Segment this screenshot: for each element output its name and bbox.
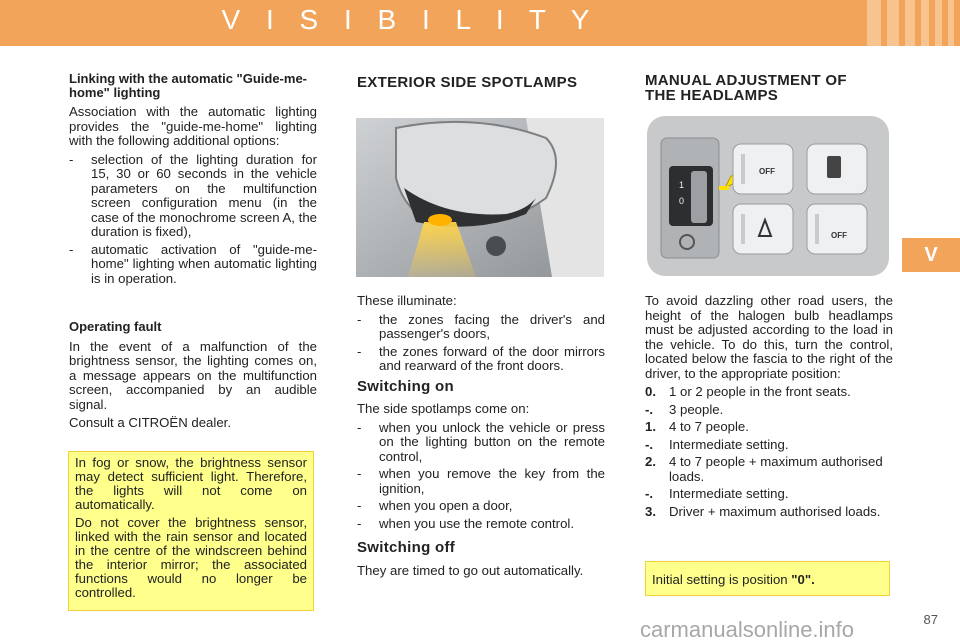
- page-header: [0, 0, 960, 46]
- headlamp-adjustment-heading-line1: MANUAL ADJUSTMENT OF: [645, 72, 847, 89]
- list-item: - the zones forward of the door mirrors and rearward of the front doors.: [357, 345, 605, 374]
- position-text: 1 or 2 people in the front seats.: [669, 384, 851, 399]
- position-text: 3 people.: [669, 401, 724, 417]
- fog-snow-note: [68, 451, 314, 611]
- side-spotlamp-photo: [356, 118, 604, 277]
- switching-off-text: They are timed to go out automatically.: [357, 562, 584, 578]
- headlamp-adjustment-intro: To avoid dazzling other road users, the height of the halogen bulb headlamps must be adjusted according to the load in the vehicle. To do this, turn the control, located below the fascia to the right of the driver, to the appropriate position:: [645, 293, 893, 381]
- list-item: - when you use the remote control.: [357, 517, 605, 532]
- guide-me-home-intro: Association with the automatic lighting provides the "guide-me-home" lighting with the following additional options:: [69, 104, 317, 148]
- svg-text:0: 0: [679, 196, 685, 206]
- headlamp-adjustment-heading-line2: THE HEADLAMPS: [645, 86, 779, 104]
- initial-setting-text: Initial setting is position: [652, 572, 792, 587]
- list-item: - when you remove the key from the ignition,: [357, 467, 605, 496]
- list-item: [645, 455, 893, 484]
- switching-off-heading: Switching off: [357, 539, 456, 556]
- switching-on-list: [357, 421, 605, 532]
- list-item: [645, 487, 893, 502]
- list-item: [645, 385, 893, 400]
- initial-setting-note: [645, 561, 890, 596]
- panel-off-label: OFF: [831, 231, 847, 240]
- list-item: - when you open a door,: [357, 499, 605, 514]
- position-key: 0.: [645, 384, 656, 399]
- list-item: - when you unlock the vehicle or press on the lighting button on the remote control,: [357, 421, 605, 465]
- position-text: Driver + maximum authorised loads.: [669, 503, 881, 519]
- dealer-text: Consult a CITROËN dealer.: [69, 415, 231, 430]
- position-key: -.: [645, 436, 654, 452]
- list-item: [645, 438, 893, 453]
- page-number: 87: [923, 612, 938, 627]
- operating-fault-text: In the event of a malfunction of the brightness sensor, the lighting comes on, a message appears on the multifunction screen, accompanied by an audible signal.: [69, 338, 317, 412]
- guide-me-home-options: [69, 153, 317, 287]
- column-headlamp-adjustment: [645, 74, 893, 103]
- header-stripes: [867, 0, 960, 46]
- position-key: 3.: [645, 503, 656, 519]
- initial-setting-value: "0".: [791, 572, 815, 587]
- list-item: - selection of the lighting duration for 15, 30 or 60 seconds in the vehicle parameters on the multifunction screen configuration menu (in the case of the monochrome screen A, the duration is fixed),: [69, 153, 317, 240]
- list-item: - the zones facing the driver's and passenger's doors,: [357, 313, 605, 342]
- illuminate-zones: [357, 313, 605, 374]
- side-spotlamps-body: [357, 294, 605, 582]
- note-paragraph: In fog or snow, the brightness sensor may detect sufficient light. Therefore, the lights will not come on automatically.: [75, 455, 307, 512]
- position-key: 2.: [645, 454, 656, 469]
- operating-fault-heading: Operating fault: [69, 319, 162, 334]
- headlamp-adjustment-body: [645, 294, 893, 522]
- side-spotlamps-heading: EXTERIOR SIDE SPOTLAMPS: [357, 74, 578, 91]
- position-text: 4 to 7 people.: [669, 419, 749, 434]
- position-text: Intermediate setting.: [669, 436, 789, 452]
- switching-on-heading: Switching on: [357, 377, 454, 395]
- page-title: V I S I B I L I T Y: [221, 4, 599, 35]
- position-text: 4 to 7 people + maximum authorised loads.: [669, 454, 883, 484]
- position-list: [645, 385, 893, 519]
- list-item: [645, 403, 893, 418]
- position-key: -.: [645, 486, 654, 501]
- list-item: - automatic activation of "guide-me-home" lighting when automatic lighting is in operation.: [69, 243, 317, 287]
- column-side-spotlamps: [357, 76, 605, 91]
- list-item: [645, 420, 893, 435]
- position-text: Intermediate setting.: [669, 486, 789, 501]
- watermark: carmanualsonline.info: [640, 617, 855, 642]
- svg-text:1: 1: [679, 180, 685, 190]
- guide-me-home-heading: Linking with the automatic "Guide-me-home" lighting: [69, 71, 308, 100]
- column-guide-me-home: [69, 72, 317, 435]
- chapter-tab[interactable]: V: [902, 238, 960, 272]
- headlamp-control-panel-photo: [647, 116, 889, 276]
- position-key: -.: [645, 401, 654, 417]
- position-key: 1.: [645, 419, 656, 434]
- illuminate-intro: These illuminate:: [357, 293, 457, 308]
- note-paragraph: Do not cover the brightness sensor, linked with the rain sensor and located in the centre of the windscreen behind the interior mirror; the associated functions would no longer be controlled.: [75, 515, 307, 600]
- list-item: [645, 505, 893, 520]
- switching-on-intro: The side spotlamps come on:: [357, 401, 530, 416]
- panel-off-label: OFF: [759, 167, 775, 176]
